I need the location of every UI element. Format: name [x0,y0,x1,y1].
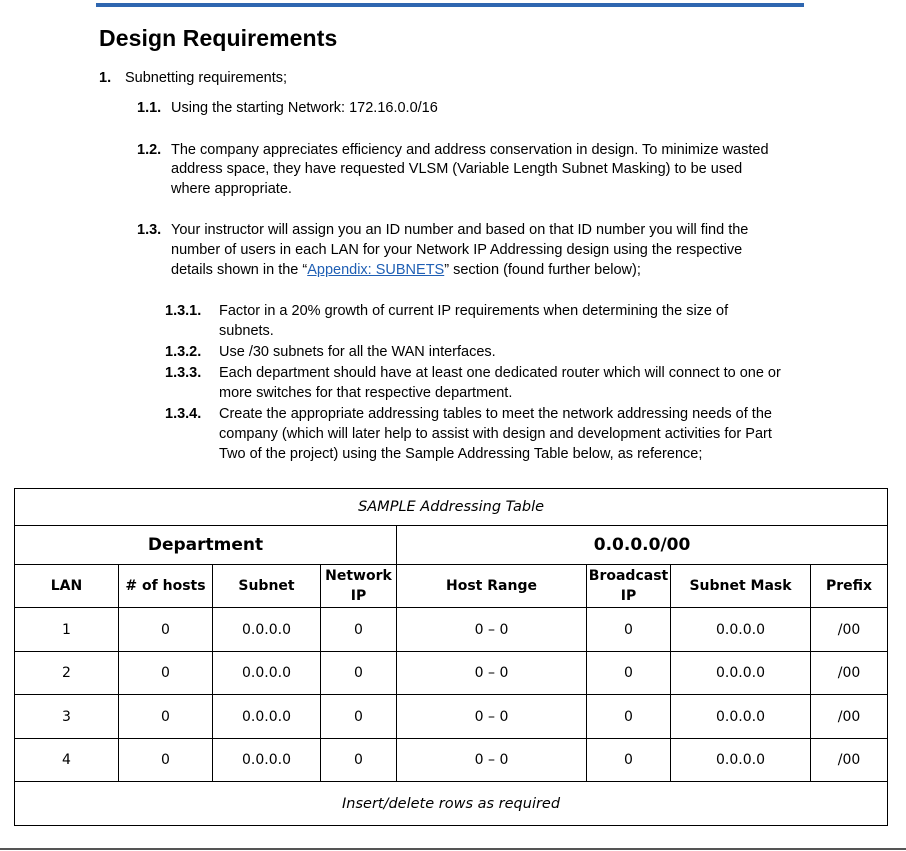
item-1-2-number: 1.2. [137,142,162,158]
cell-hosts: 0 [119,652,213,695]
cell-subnet-mask: 0.0.0.0 [671,608,811,652]
col-header-broadcast-ip [587,565,671,608]
cell-prefix: /00 [811,695,888,739]
table-caption: SAMPLE Addressing Table [15,489,888,526]
col-header-broadcast-ip-line-2: IP [620,588,637,604]
cell-hosts: 0 [119,739,213,782]
cell-prefix: /00 [811,608,888,652]
item-1-3-3-line-2: more switches for that respective department. [219,385,513,401]
cell-prefix: /00 [811,739,888,782]
cell-network-ip: 0 [321,608,397,652]
page-title: Design Requirements [99,25,338,51]
item-1-3-number: 1.3. [137,222,162,238]
item-1-1-number: 1.1. [137,100,162,116]
cell-broadcast-ip: 0 [587,608,671,652]
cell-lan: 3 [15,695,119,739]
cell-subnet: 0.0.0.0 [213,652,321,695]
item-1-3-line-2: number of users in each LAN for your Network IP Addressing design using the respective [171,242,743,258]
cell-host-range: 0 – 0 [397,739,587,782]
item-1-text: Subnetting requirements; [125,70,288,86]
cell-lan: 4 [15,739,119,782]
col-header-broadcast-ip-line-1: Broadcast [588,568,669,584]
department-header: Department [15,526,397,565]
item-1-3-4-line-2: company (which will later help to assist with design and development activities for Part [219,426,772,442]
col-header-network-ip-line-2: IP [350,588,367,604]
cell-subnet-mask: 0.0.0.0 [671,739,811,782]
appendix-subnets-link[interactable]: Appendix: SUBNETS [307,262,445,278]
cell-subnet: 0.0.0.0 [213,608,321,652]
cell-subnet-mask: 0.0.0.0 [671,695,811,739]
col-header-network-ip-line-1: Network [325,568,392,584]
sample-addressing-table [14,488,888,826]
cell-broadcast-ip: 0 [587,739,671,782]
col-header-prefix: Prefix [811,565,888,608]
cell-host-range: 0 – 0 [397,608,587,652]
top-rule [96,3,804,7]
table-row [15,695,888,739]
cell-lan: 2 [15,652,119,695]
item-1-3-4-number: 1.3.4. [165,406,202,422]
cell-host-range: 0 – 0 [397,695,587,739]
item-1-3-line-3-post: ” section (found further below); [444,262,641,278]
item-1-1-text: Using the starting Network: 172.16.0.0/16 [171,100,438,116]
table-row [15,739,888,782]
item-1-3-4-line-3: Two of the project) using the Sample Addressing Table below, as reference; [219,446,703,462]
cell-network-ip: 0 [321,652,397,695]
bottom-rule [0,848,906,850]
item-1-3-4-line-1: Create the appropriate addressing tables to meet the network addressing needs of the [219,406,772,422]
cell-subnet: 0.0.0.0 [213,739,321,782]
col-header-subnet-mask: Subnet Mask [671,565,811,608]
col-header-hosts: # of hosts [119,565,213,608]
cell-subnet-mask: 0.0.0.0 [671,652,811,695]
cell-broadcast-ip: 0 [587,695,671,739]
item-1-3-line-1: Your instructor will assign you an ID number and based on that ID number you will find the [171,222,749,238]
item-1-3-1-line-2: subnets. [219,323,274,339]
col-header-network-ip [321,565,397,608]
item-1-2-line-2: address space, they have requested VLSM (Variable Length Subnet Masking) to be used [171,161,743,177]
item-1-3-line-3 [171,260,641,280]
item-1-3-3-number: 1.3.3. [165,365,202,381]
cell-network-ip: 0 [321,695,397,739]
item-1-3-1-line-1: Factor in a 20% growth of current IP requirements when determining the size of [219,303,729,319]
col-header-lan: LAN [15,565,119,608]
col-header-host-range: Host Range [397,565,587,608]
cell-subnet: 0.0.0.0 [213,695,321,739]
network-header: 0.0.0.0/00 [397,526,888,565]
item-1-3-line-3-pre: details shown in the “ [171,262,308,278]
cell-prefix: /00 [811,652,888,695]
item-1-3-2-number: 1.3.2. [165,344,202,360]
table-row [15,652,888,695]
table-footer: Insert/delete rows as required [15,782,888,826]
col-header-subnet: Subnet [213,565,321,608]
cell-host-range: 0 – 0 [397,652,587,695]
item-1-3-2-line-1: Use /30 subnets for all the WAN interfaces. [219,344,496,360]
item-1-number: 1. [99,70,112,86]
cell-hosts: 0 [119,608,213,652]
cell-broadcast-ip: 0 [587,652,671,695]
item-1-3-1-number: 1.3.1. [165,303,202,319]
item-1-2-line-1: The company appreciates efficiency and address conservation in design. To minimize wasted [171,142,769,158]
cell-hosts: 0 [119,695,213,739]
cell-network-ip: 0 [321,739,397,782]
table-row [15,608,888,652]
cell-lan: 1 [15,608,119,652]
item-1-2-line-3: where appropriate. [171,181,292,197]
item-1-3-3-line-1: Each department should have at least one dedicated router which will connect to one or [219,365,781,381]
